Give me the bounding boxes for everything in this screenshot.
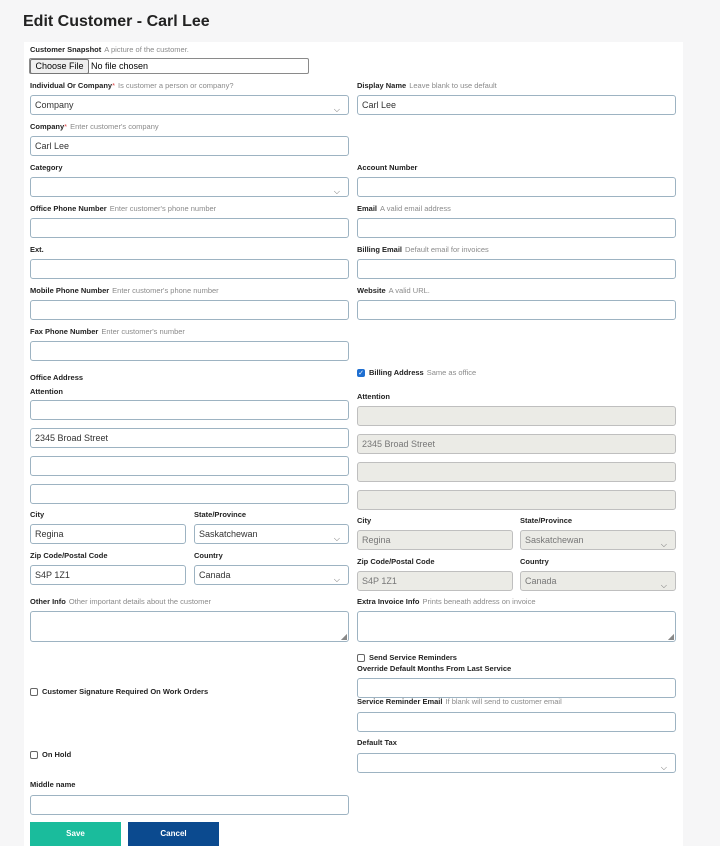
- office-country-label: Country: [194, 551, 223, 560]
- cancel-button[interactable]: Cancel: [128, 822, 219, 846]
- office-address-line1-input[interactable]: 2345 Broad Street: [30, 428, 349, 448]
- override-months-label: Override Default Months From Last Service: [357, 664, 512, 673]
- signature-checkbox[interactable]: [30, 688, 38, 696]
- resize-handle-icon[interactable]: ◢: [667, 632, 674, 641]
- page-title: Edit Customer - Carl Lee: [23, 13, 210, 30]
- on-hold-label: On Hold: [42, 750, 72, 759]
- billing-address-line2-input: [357, 462, 676, 482]
- billing-attention-label: Attention: [357, 392, 390, 401]
- billing-city-input: Regina: [357, 530, 513, 550]
- snapshot-label: Customer Snapshot A picture of the customer.: [30, 45, 189, 54]
- billing-state-select: Saskatchewan ⌵: [520, 530, 676, 550]
- fax-label: Fax Phone Number Enter customer's number: [30, 327, 185, 336]
- billing-state-label: State/Province: [520, 516, 573, 525]
- signature-label: Customer Signature Required On Work Orders: [42, 687, 209, 696]
- office-city-label: City: [30, 510, 45, 519]
- company-label: Company* Enter customer's company: [30, 122, 159, 131]
- chevron-down-icon: ⌵: [333, 575, 340, 584]
- on-hold-checkbox[interactable]: [30, 751, 38, 759]
- save-button[interactable]: Save: [30, 822, 121, 846]
- website-label: Website A valid URL.: [357, 286, 430, 295]
- middle-name-label: Middle name: [30, 780, 76, 789]
- billing-email-label: Billing Email Default email for invoices: [357, 245, 489, 254]
- category-label: Category: [30, 163, 63, 172]
- ext-label: Ext.: [30, 245, 44, 254]
- billing-attention-input: [357, 406, 676, 426]
- website-input[interactable]: [357, 300, 676, 320]
- category-select[interactable]: [30, 177, 349, 197]
- office-attention-input[interactable]: [30, 400, 349, 420]
- billing-country-select: Canada ⌵: [520, 571, 676, 591]
- type-select[interactable]: Company ⌵: [30, 95, 349, 115]
- chevron-down-icon: ⌵: [333, 187, 340, 196]
- mobile-phone-input[interactable]: [30, 300, 349, 320]
- email-label: Email A valid email address: [357, 204, 451, 213]
- office-zip-label: Zip Code/Postal Code: [30, 551, 108, 560]
- billing-address-label: Billing Address Same as office: [369, 368, 477, 377]
- billing-zip-label: Zip Code/Postal Code: [357, 557, 435, 566]
- office-address-heading: Office Address: [30, 373, 84, 382]
- send-reminders-checkbox[interactable]: [357, 654, 365, 662]
- office-address-line2-input[interactable]: [30, 456, 349, 476]
- billing-zip-input: S4P 1Z1: [357, 571, 513, 591]
- chevron-down-icon: ⌵: [333, 105, 340, 114]
- send-reminders-label: Send Service Reminders: [369, 653, 457, 662]
- billing-city-label: City: [357, 516, 372, 525]
- other-info-textarea[interactable]: [30, 611, 349, 642]
- resize-handle-icon[interactable]: ◢: [340, 632, 347, 641]
- office-phone-input[interactable]: [30, 218, 349, 238]
- chevron-down-icon: ⌵: [660, 581, 667, 590]
- display-name-input[interactable]: Carl Lee: [357, 95, 676, 115]
- office-country-select[interactable]: Canada ⌵: [194, 565, 349, 585]
- ext-input[interactable]: [30, 259, 349, 279]
- billing-address-line3-input: [357, 490, 676, 510]
- office-state-select[interactable]: Saskatchewan ⌵: [194, 524, 349, 544]
- office-city-input[interactable]: Regina: [30, 524, 186, 544]
- file-status: No file chosen: [91, 61, 149, 71]
- default-tax-select[interactable]: [357, 753, 676, 773]
- office-zip-input[interactable]: S4P 1Z1: [30, 565, 186, 585]
- middle-name-input[interactable]: [30, 795, 349, 815]
- account-number-input[interactable]: [357, 177, 676, 197]
- display-name-label: Display Name Leave blank to use default: [357, 81, 497, 90]
- chevron-down-icon: ⌵: [660, 763, 667, 772]
- chevron-down-icon: ⌵: [333, 534, 340, 543]
- type-label: Individual Or Company* Is customer a person or company?: [30, 81, 234, 90]
- email-input[interactable]: [357, 218, 676, 238]
- billing-country-label: Country: [520, 557, 549, 566]
- billing-address-line1-input: 2345 Broad Street: [357, 434, 676, 454]
- choose-file-button[interactable]: Choose File: [30, 59, 89, 74]
- other-info-label: Other Info Other important details about the customer: [30, 597, 211, 606]
- override-months-input[interactable]: [357, 678, 676, 698]
- reminder-email-label: Service Reminder Email If blank will send to customer email: [357, 697, 562, 706]
- mobile-phone-label: Mobile Phone Number Enter customer's phone number: [30, 286, 219, 295]
- reminder-email-input[interactable]: [357, 712, 676, 732]
- billing-same-checkbox[interactable]: ✓: [358, 370, 364, 377]
- account-number-label: Account Number: [357, 163, 418, 172]
- office-address-line3-input[interactable]: [30, 484, 349, 504]
- extra-invoice-textarea[interactable]: [357, 611, 676, 642]
- extra-invoice-label: Extra Invoice Info Prints beneath address on invoice: [357, 597, 536, 606]
- chevron-down-icon: ⌵: [660, 540, 667, 549]
- office-phone-label: Office Phone Number Enter customer's phone number: [30, 204, 217, 213]
- fax-input[interactable]: [30, 341, 349, 361]
- company-input[interactable]: Carl Lee: [30, 136, 349, 156]
- office-attention-label: Attention: [30, 387, 63, 396]
- billing-email-input[interactable]: [357, 259, 676, 279]
- office-state-label: State/Province: [194, 510, 247, 519]
- default-tax-label: Default Tax: [357, 738, 397, 747]
